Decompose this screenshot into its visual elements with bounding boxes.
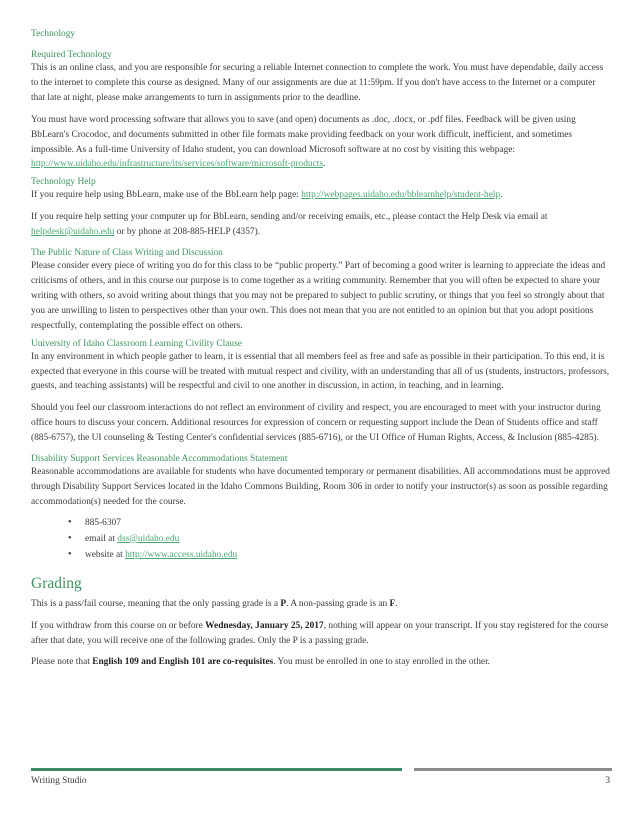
helpdesk-email-link[interactable]: helpdesk@uidaho.edu xyxy=(31,227,115,238)
paragraph-bblearn-help xyxy=(31,188,611,203)
paragraph-helpdesk xyxy=(31,210,611,240)
list-item-phone: • 885-6307 xyxy=(85,515,611,531)
pass-fail-text-a: This is a pass/fail course, meaning that the only passing grade is a xyxy=(31,598,281,609)
bblearn-help-end: . xyxy=(500,190,503,201)
heading-required-technology: Required Technology xyxy=(31,50,112,60)
footer-rule-left xyxy=(31,768,402,771)
paragraph-corequisites xyxy=(31,655,611,670)
email-prefix: email at xyxy=(85,533,118,544)
software-text: You must have word processing software that allows you to save (and open) documents as .doc, .docx, or .pdf files. Feedback will be given using BbLearn's Crocodoc, and documents submitted in other file formats make providing feedback on your work difficult, inefficient, and sometimes impossible. As a full-time University of Idaho student, you can download Microsoft software at no cost by visiting this webpage: xyxy=(31,114,576,155)
withdraw-text-c: , nothing will appear on your transcript. If you stay registered for the course after that date, you will receive one of the following grades. Only the P is a passing grade. xyxy=(31,620,609,646)
pass-fail-text-e: . xyxy=(395,598,398,609)
coreq-courses: English 109 and English 101 are co-requisites xyxy=(92,657,274,668)
heading-civility-clause: University of Idaho Classroom Learning Civility Clause xyxy=(31,338,242,349)
paragraph-pass-fail xyxy=(31,597,611,612)
software-text-end: . xyxy=(323,159,326,170)
withdraw-text-a: If you withdraw from this course on or before xyxy=(31,620,206,631)
coreq-text-c: . You must be enrolled in one to stay enrolled in the other. xyxy=(273,657,491,668)
paragraph-disability: Reasonable accommodations are available for students who have documented temporary or permanent disabilities. All accommodations must be approved through Disability Support Services located in the Idaho Commons Building, Room 306 in order to notify your instructor(s) as soon as possible regarding accommodation(s) needed for the course. xyxy=(31,467,610,507)
document-page xyxy=(31,28,611,670)
paragraph-civility-2: Should you feel our classroom interactions do not reflect an environment of civility and respect, you are encouraged to meet with your instructor during office hours to discuss your concern. Additional resources for expression of concern or requesting support include the Dean of Students office and staff (885-6757), the UI counseling & Testing Center's confidential services (885-6716), or the UI Office of Human Rights, Access, & Inclusion (885-4285). xyxy=(31,403,601,444)
coreq-text-a: Please note that xyxy=(31,657,93,668)
heading-technology-help: Technology Help xyxy=(31,177,96,188)
list-item-email xyxy=(85,531,611,547)
dss-website-link[interactable]: http://www.access.uidaho.edu xyxy=(125,549,238,560)
footer-title: Writing Studio xyxy=(31,776,87,786)
microsoft-software-link[interactable]: http://www.uidaho.edu/infrastructure/its/services/software/microsoft-products xyxy=(31,159,324,170)
bblearn-help-text: If you require help using BbLearn, make use of the BbLearn help page: xyxy=(31,190,302,201)
paragraph-withdraw xyxy=(31,619,611,649)
footer-rule-right xyxy=(414,768,612,771)
grade-p: P xyxy=(280,598,287,609)
paragraph-software-requirement xyxy=(31,113,611,173)
section-heading-technology: Technology xyxy=(31,29,76,39)
helpdesk-text: If you require help setting your computer up for BbLearn, sending and/or receiving emails, etc., please contact the Help Desk via email at xyxy=(31,212,548,223)
dss-email-link[interactable]: dss@uidaho.edu xyxy=(117,533,180,544)
pass-fail-text-c: . A non-passing grade is an xyxy=(286,598,390,609)
paragraph-public-nature: Please consider every piece of writing you do for this class to be “public property.” Part of becoming a good writer is learning to appreciate the ideas and criticisms of others, and in this course our purpose is to come together as a writing community. Remember that you will often be expected to share your writing with others, so avoid writing about things that you may not be prepared to subject to public scrutiny, or things that you feel so strongly about that you are unwilling to listen to perspectives other than your own. This does not mean that you are not entitled to an opinion but that you adopt positions respectfully, contemplating the possible effect on others. xyxy=(31,261,606,331)
heading-disability-support: Disability Support Services Reasonable Accommodations Statement xyxy=(31,454,288,465)
dss-contact-list xyxy=(31,515,611,563)
paragraph-civility-1: In any environment in which people gather to learn, it is essential that all members feel as free and safe as possible in their participation. To this end, it is expected that everyone in this course will be treated with mutual respect and civility, with an understanding that all of us (students, instructors, professors, guests, and teaching assistants) will be respectful and civil to one another in discussion, in action, in teaching, and in learning. xyxy=(31,351,610,392)
website-prefix: website at xyxy=(85,549,126,560)
page-number: 3 xyxy=(605,776,610,786)
list-item-website xyxy=(85,547,611,563)
heading-grading: Grading xyxy=(31,574,82,592)
grade-f: F xyxy=(389,598,396,609)
bblearn-help-link[interactable]: http://webpages.uidaho.edu/bblearnhelp/student-help xyxy=(301,190,501,201)
paragraph-internet-requirement: This is an online class, and you are responsible for securing a reliable Internet connection to complete the work. You must have dependable, daily access to the internet to complete this course as designed. Many of our assignments are due at 11:59pm. If you don't have access to the Internet or a computer that late at night, please make arrangements to turn in assignments prior to the deadline. xyxy=(31,63,604,103)
helpdesk-text-end: or by phone at 208-885-HELP (4357). xyxy=(114,227,261,238)
withdraw-date: Wednesday, January 25, 2017 xyxy=(205,620,324,631)
heading-public-nature: The Public Nature of Class Writing and Discussion xyxy=(31,248,223,259)
